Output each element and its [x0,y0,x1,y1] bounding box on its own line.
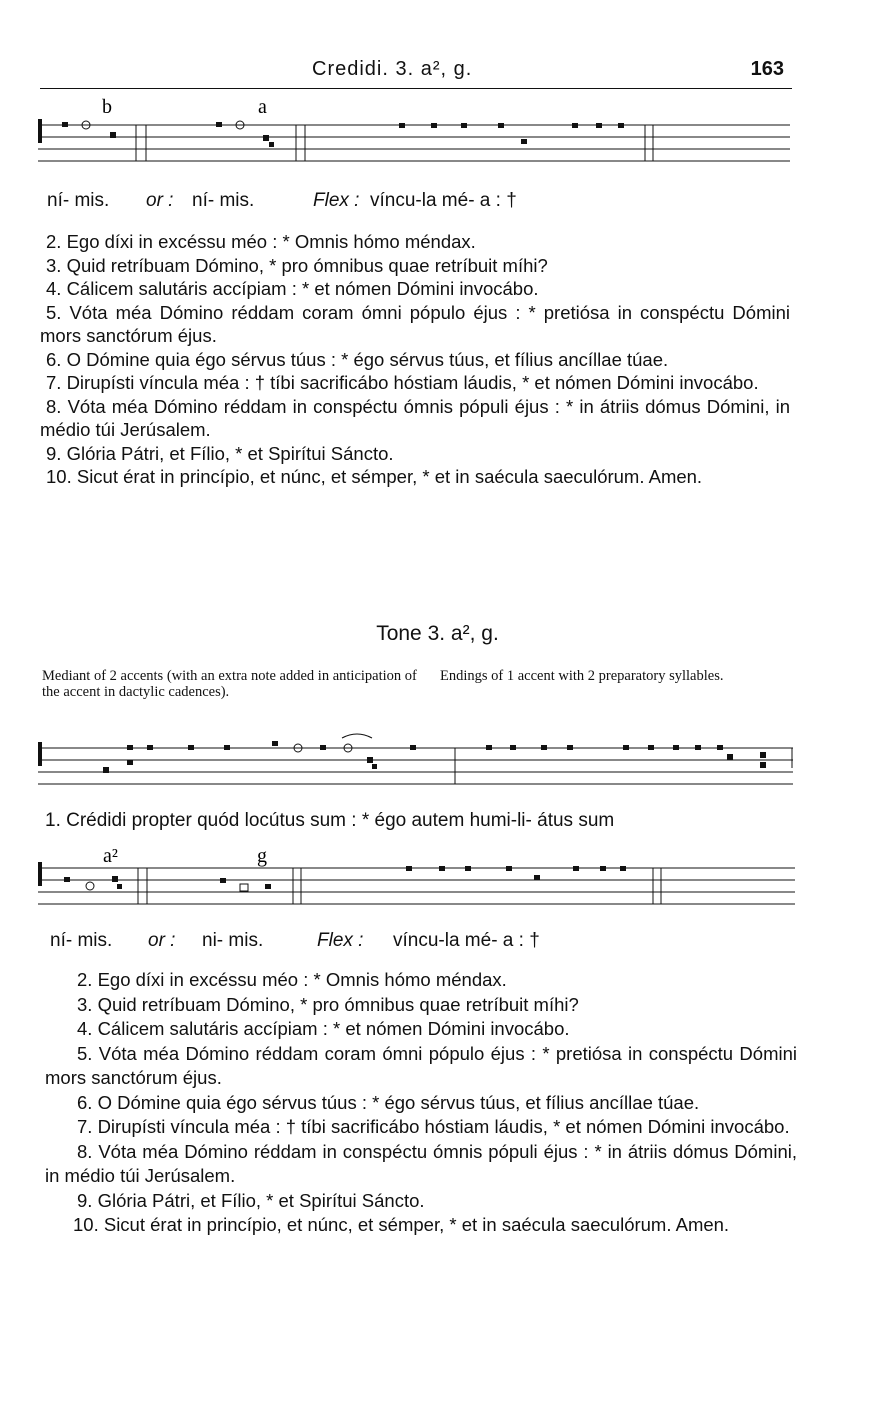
page-header [40,58,790,88]
mediant-note: Mediant of 2 accents (with an extra note added in anticipation of the accent in dactylic cadences). [42,668,417,700]
page-number: 163 [750,58,784,80]
psalm-verses-1 [40,230,790,489]
header-rule [40,88,792,89]
verse-6: 6. O Dómine quia égo sérvus túus : * égo sérvus túus, et fílius ancíllae túae. [46,348,669,370]
staff-1-lyrics [0,190,875,214]
verse-3: 3. Quid retríbuam Dómino, * pro ómnibus quae retríbuit míhi? [46,254,548,276]
verse-9: 9. Glória Pátri, et Fílio, * et Spirítui Sáncto. [77,1189,425,1211]
verse-2: 2. Ego díxi in excéssu méo : * Omnis hómo méndax. [46,231,476,252]
verse-9: 9. Glória Pátri, et Fílio, * et Spirítui Sáncto. [46,442,394,464]
lyric-syllable: ni- mis. [202,930,264,951]
running-title: Credidi. 3. a², g. [312,58,473,80]
lyric-flex-text: víncu-la mé- a : † [370,190,517,211]
verse-3: 3. Quid retríbuam Dómino, * pro ómnibus quae retríbuit míhi? [77,993,579,1015]
endings-note: Endings of 1 accent with 2 preparatory syllables. [440,668,724,684]
verse-6: 6. O Dómine quia égo sérvus túus : * égo sérvus túus, et fílius ancíllae túae. [77,1091,700,1113]
verse-2: 2. Ego díxi in excéssu méo : * Omnis hómo méndax. [77,969,507,990]
verse-7: 7. Dirupísti víncula méa : † tíbi sacrificábo hóstiam láudis, * et nómen Dómini invocábo. [46,372,759,393]
verse-8: 8. Vóta méa Dómino réddam in conspéctu ómnis pópuli éjus : * in átriis dómus Dómini, in médio túi Jerúsalem. [40,395,790,440]
lyric-syllable: ní- mis. [47,190,110,211]
tone-letter-a2: a² [103,845,118,867]
lyric-or: or : [148,930,176,951]
verse-7: 7. Dirupísti víncula méa : † tíbi sacrificábo hóstiam láudis, * et nómen Dómini invocábo. [77,1116,790,1137]
chant-staff-3 [0,838,875,923]
verse-10: 10. Sicut érat in princípio, et núnc, et sémper, * et in saécula saeculórum. Amen. [73,1214,730,1235]
tone-heading: Tone 3. a², g. [376,622,499,645]
lyric-or: or : [146,190,174,211]
lyric-flex-text: víncu-la mé- a : † [393,930,540,951]
tone-letter-b: b [102,96,112,118]
lyric-syllable: ní- mis. [50,930,113,951]
chant-staff-2 [0,728,875,808]
chant-staff-1 [0,95,875,185]
verse-5: 5. Vóta méa Dómino réddam coram ómni pópulo éjus : * pretiósa in conspéctu Dómini mors sanctórum éjus. [40,301,790,346]
lyric-syllable: ní- mis. [192,190,255,211]
verse-4: 4. Cálicem salutáris accípiam : * et nómen Dómini invocábo. [77,1018,570,1039]
verse-8: 8. Vóta méa Dómino réddam in conspéctu ómnis pópuli éjus : * in átriis dómus Dómini, in médio túi Jerúsalem. [45,1140,797,1186]
verse-5: 5. Vóta méa Dómino réddam coram ómni pópulo éjus : * pretiósa in conspéctu Dómini mors sanctórum éjus. [45,1042,797,1088]
verse-4: 4. Cálicem salutáris accípiam : * et nómen Dómini invocábo. [46,278,539,299]
tone-example-text: 1. Crédidi propter quód locútus sum : * égo autem humi-li- átus sum [45,810,615,831]
tone-letter-a: a [258,96,267,118]
verse-10: 10. Sicut érat in princípio, et núnc, et sémper, * et in saécula saeculórum. Amen. [46,466,703,487]
psalm-verses-2 [45,968,797,1238]
staff-3-lyrics [0,930,875,954]
lyric-flex: Flex : [313,190,360,211]
lyric-flex: Flex : [317,930,364,951]
tone-letter-g: g [257,845,267,867]
